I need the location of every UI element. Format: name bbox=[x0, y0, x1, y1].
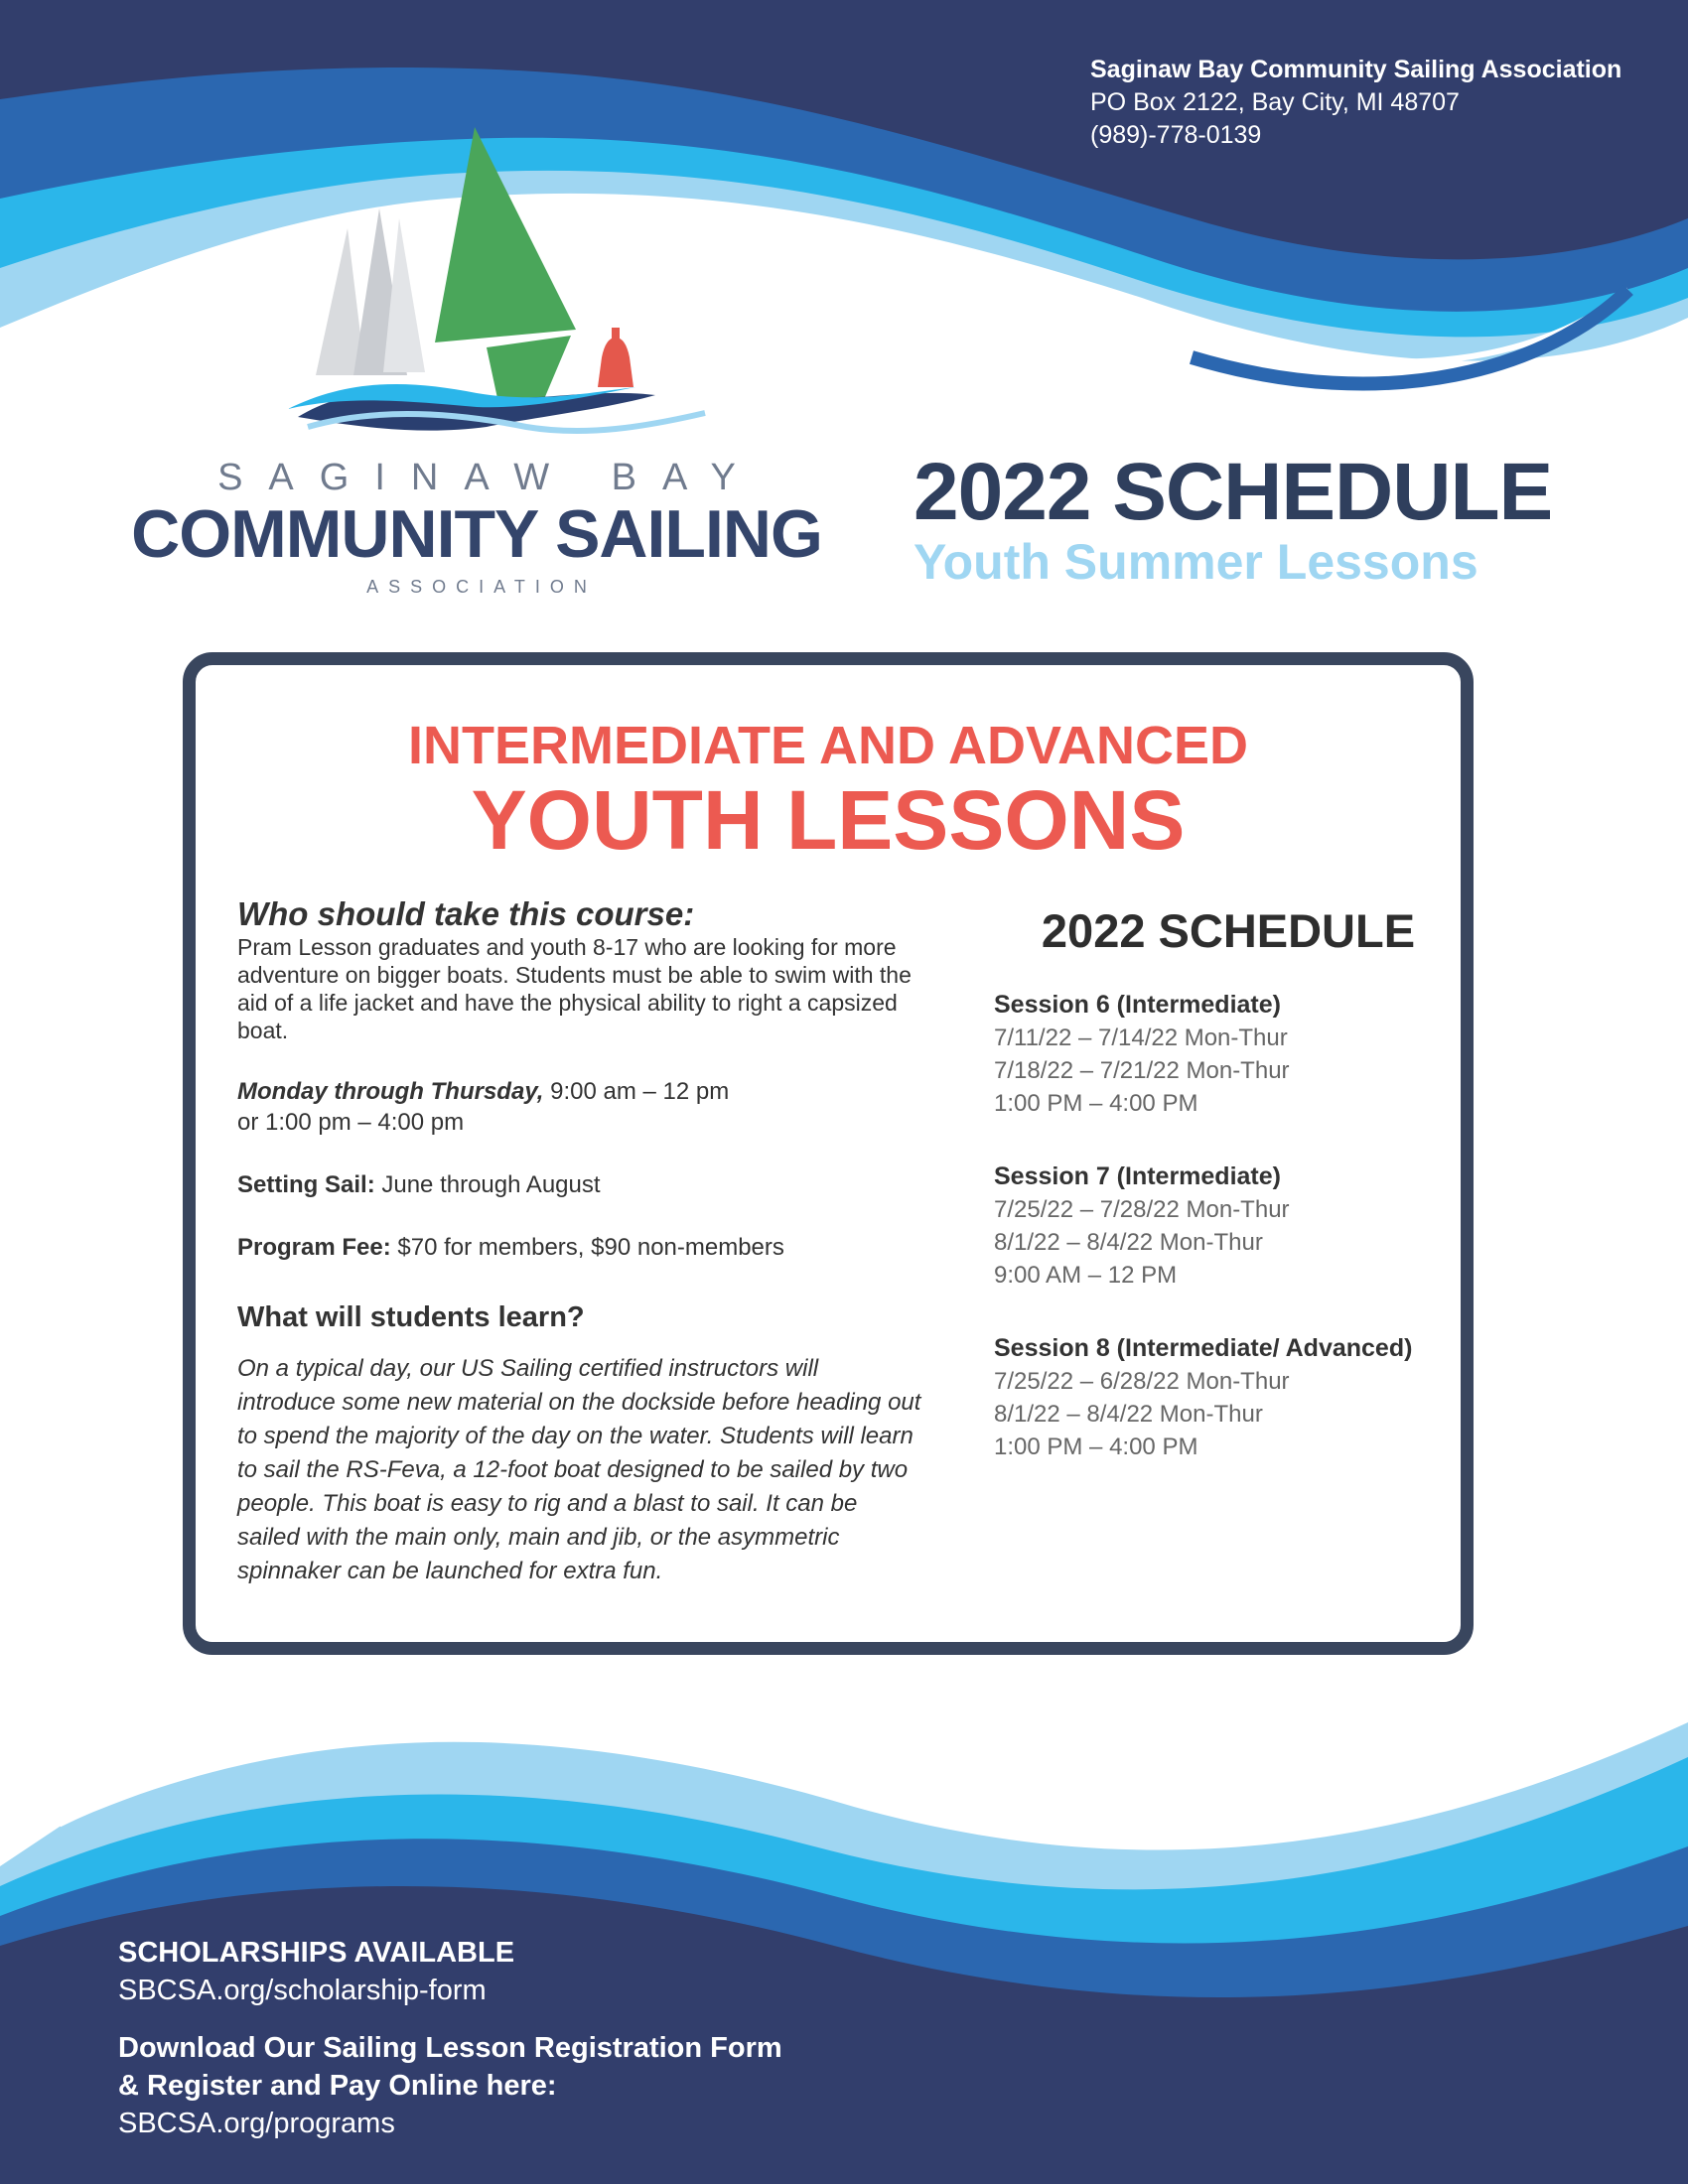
headline-title: 2022 SCHEDULE bbox=[914, 447, 1553, 537]
session-line: 7/18/22 – 7/21/22 Mon-Thur bbox=[994, 1057, 1290, 1084]
logo-main-line: COMMUNITY SAILING bbox=[131, 496, 822, 572]
course-card bbox=[183, 652, 1474, 1655]
session-line: 7/11/22 – 7/14/22 Mon-Thur bbox=[994, 1024, 1288, 1051]
session-line: 8/1/22 – 8/4/22 Mon-Thur bbox=[994, 1229, 1263, 1256]
session-item bbox=[994, 1331, 1461, 1463]
sailboats-logo-icon bbox=[288, 119, 765, 447]
session-item bbox=[994, 988, 1461, 1120]
session-list bbox=[994, 988, 1461, 1463]
session-title: Session 7 (Intermediate) bbox=[994, 1162, 1281, 1190]
who-text: Pram Lesson graduates and youth 8-17 who are looking for more adventure on bigger boats. Students must be able to swim with the aid of a life jacket and have the physical ability to right a capsized boat. bbox=[237, 934, 912, 1043]
course-title-line1: INTERMEDIATE AND ADVANCED bbox=[408, 716, 1248, 775]
session-line: 9:00 AM – 12 PM bbox=[994, 1262, 1178, 1289]
register-line2: & Register and Pay Online here: bbox=[118, 2070, 557, 2102]
logo-top-line: SAGINAW BAY bbox=[217, 457, 762, 498]
footer-info bbox=[118, 1934, 782, 2142]
org-address: PO Box 2122, Bay City, MI 48707 bbox=[1090, 88, 1460, 116]
session-title: Session 8 (Intermediate/ Advanced) bbox=[994, 1334, 1413, 1362]
logo-sub-line: ASSOCIATION bbox=[366, 577, 597, 597]
scholarships-link[interactable]: SBCSA.org/scholarship-form bbox=[118, 1975, 487, 2006]
schedule-heading: 2022 SCHEDULE bbox=[1041, 904, 1416, 957]
learn-text: On a typical day, our US Sailing certified instructors will introduce some new material on the dockside before heading out to spend the majority of the day on the water. Students will learn to sail the RS-Feva, a 12-foot boat designed to be sailed by two people. This boat is easy to rig and a blast to sail. It can be sailed with the main only, main and jib, or the asymmetric spinnaker can be launched for extra fun. bbox=[237, 1355, 921, 1584]
register-line1: Download Our Sailing Lesson Registration Form bbox=[118, 2032, 782, 2064]
session-item bbox=[994, 1160, 1461, 1292]
logo-wordmark bbox=[89, 457, 864, 598]
session-title: Session 6 (Intermediate) bbox=[994, 991, 1281, 1019]
scholarships-heading: SCHOLARSHIPS AVAILABLE bbox=[118, 1937, 515, 1969]
days-times bbox=[237, 1076, 932, 1138]
setting-sail-label: Setting Sail: bbox=[237, 1171, 375, 1198]
setting-sail-value: June through August bbox=[374, 1171, 601, 1198]
course-title-line2: YOUTH LESSONS bbox=[471, 773, 1186, 867]
register-link[interactable]: SBCSA.org/programs bbox=[118, 2108, 395, 2139]
program-fee-value: $70 for members, $90 non-members bbox=[390, 1234, 784, 1261]
days-time2: or 1:00 pm – 4:00 pm bbox=[237, 1109, 465, 1136]
program-fee bbox=[237, 1232, 932, 1263]
schedule-panel bbox=[994, 903, 1461, 1463]
setting-sail bbox=[237, 1169, 932, 1200]
headline-subtitle: Youth Summer Lessons bbox=[914, 534, 1478, 590]
contact-block bbox=[1090, 54, 1621, 152]
org-phone: (989)-778-0139 bbox=[1090, 121, 1262, 149]
session-line: 1:00 PM – 4:00 PM bbox=[994, 1090, 1198, 1117]
session-line: 7/25/22 – 7/28/22 Mon-Thur bbox=[994, 1196, 1290, 1223]
days-label: Monday through Thursday, bbox=[237, 1078, 544, 1105]
days-time1: 9:00 am – 12 pm bbox=[543, 1078, 730, 1105]
course-details bbox=[237, 895, 932, 1588]
session-line: 7/25/22 – 6/28/22 Mon-Thur bbox=[994, 1368, 1290, 1395]
who-heading: Who should take this course: bbox=[237, 895, 695, 932]
page-headline bbox=[914, 445, 1552, 590]
session-line: 8/1/22 – 8/4/22 Mon-Thur bbox=[994, 1401, 1263, 1428]
course-title bbox=[196, 715, 1461, 867]
learn-heading: What will students learn? bbox=[237, 1301, 585, 1333]
program-fee-label: Program Fee: bbox=[237, 1234, 391, 1261]
session-line: 1:00 PM – 4:00 PM bbox=[994, 1433, 1198, 1460]
org-name: Saginaw Bay Community Sailing Association bbox=[1090, 56, 1622, 83]
